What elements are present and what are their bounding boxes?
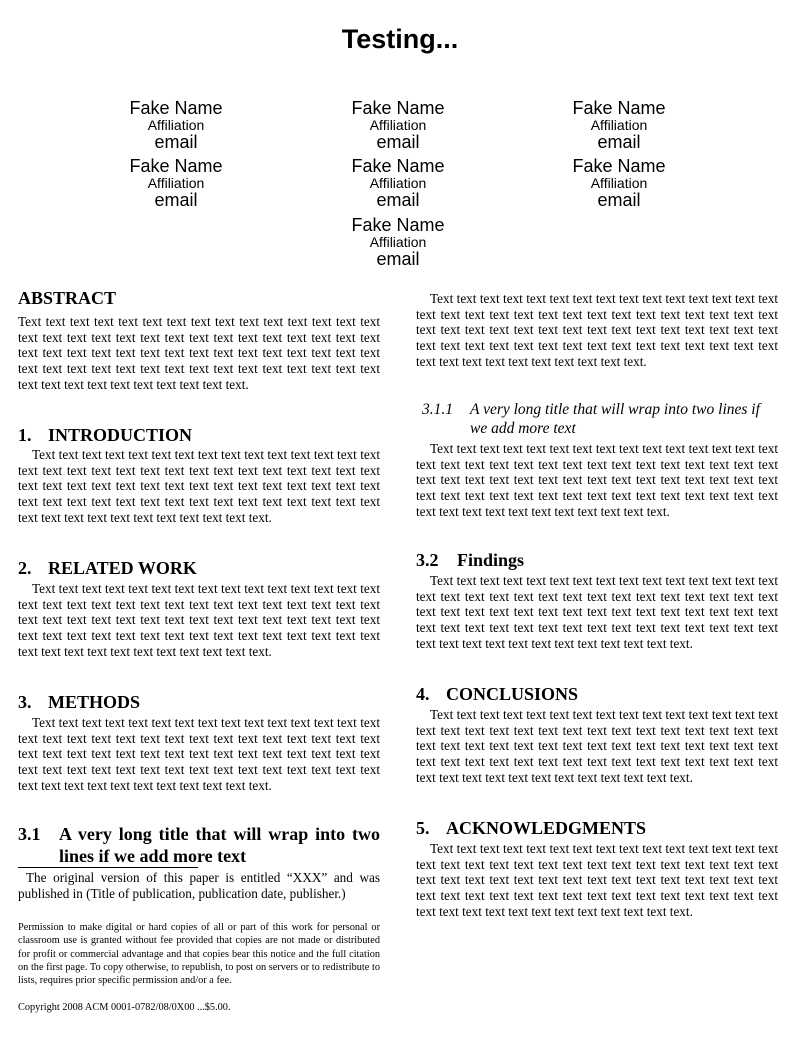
footnote-permission: Permission to make digital or hard copies of all or part of this work for personal or classroom use is granted without fee provided that copies are not made or distributed for profit or commercial advantage and that copies bear this notice and the full citation on the first page. To copy otherwise, to republish, to post on servers or to redistribute to lists, requires prior specific permission and/or a fee.	[18, 922, 380, 987]
subsection-number: 3.2	[416, 550, 439, 570]
author-email: email	[154, 132, 198, 152]
subsubsection-heading-3-1-1	[416, 400, 778, 438]
footnote-rule	[18, 867, 198, 868]
subsection-heading-3-2	[416, 550, 524, 571]
author-email: email	[376, 132, 420, 152]
section-heading-methods	[18, 692, 140, 713]
author-name: Fake Name	[572, 156, 666, 176]
author-block	[76, 158, 276, 209]
acknowledgments-text: Text text text text text text text text text text text text text text text text text text text text text text text text text text text text text text text text text text text text text text text text text text text text text text text text text text text text text text text text text text text text text text text text text text text text text text text text.	[416, 841, 778, 919]
author-name: Fake Name	[351, 156, 445, 176]
introduction-text: Text text text text text text text text text text text text text text text text text text text text text text text text text text text text text text text text text text text text text text text text text text text text text text text text text text text text text text text text text text text text text text text text text text text text text text text.	[18, 447, 380, 525]
section-title: ACKNOWLEDGMENTS	[446, 818, 647, 838]
author-email: email	[597, 132, 641, 152]
section-number: 2.	[18, 558, 32, 578]
author-affiliation: Affiliation	[369, 234, 427, 250]
subsection-title: Findings	[457, 550, 525, 570]
author-block	[76, 100, 276, 151]
author-affiliation: Affiliation	[590, 175, 648, 191]
author-email: email	[376, 249, 420, 269]
author-email: email	[597, 190, 641, 210]
author-block	[298, 217, 498, 268]
author-block	[519, 100, 719, 151]
section-number: 1.	[18, 425, 32, 445]
author-block	[298, 158, 498, 209]
section-number: 4.	[416, 684, 430, 704]
section-number: 3.	[18, 692, 32, 712]
section-heading-introduction	[18, 425, 192, 446]
author-affiliation: Affiliation	[147, 175, 205, 191]
author-name: Fake Name	[572, 98, 666, 118]
subsection-heading-3-1	[18, 823, 380, 867]
footnote-copyright: Copyright 2008 ACM 0001-0782/08/0X00 ...$5.00.	[18, 1002, 231, 1013]
section-title: CONCLUSIONS	[446, 684, 579, 704]
section-number: 5.	[416, 818, 430, 838]
author-block	[298, 100, 498, 151]
author-name: Fake Name	[351, 98, 445, 118]
paper-title: Testing...	[341, 24, 459, 54]
section-heading-conclusions	[416, 684, 578, 705]
author-email: email	[154, 190, 198, 210]
methods-text: Text text text text text text text text text text text text text text text text text text text text text text text text text text text text text text text text text text text text text text text text text text text text text text text text text text text text text text text text text text text text text text text text text text text text text text text.	[18, 715, 380, 793]
author-affiliation: Affiliation	[147, 117, 205, 133]
author-affiliation: Affiliation	[369, 117, 427, 133]
abstract-heading: ABSTRACT	[18, 288, 117, 308]
author-block	[519, 158, 719, 209]
author-email: email	[376, 190, 420, 210]
author-affiliation: Affiliation	[590, 117, 648, 133]
subsubsection-3-1-1-text: Text text text text text text text text text text text text text text text text text text text text text text text text text text text text text text text text text text text text text text text text text text text text text text text text text text text text text text text text text text text text text text text text text text text text text text text.	[416, 441, 778, 519]
section-title: INTRODUCTION	[48, 425, 193, 445]
author-name: Fake Name	[351, 215, 445, 235]
section-heading-related-work	[18, 558, 197, 579]
findings-text: Text text text text text text text text text text text text text text text text text text text text text text text text text text text text text text text text text text text text text text text text text text text text text text text text text text text text text text text text text text text text text text text text text text text text text text text text.	[416, 573, 778, 651]
section-title: METHODS	[48, 692, 141, 712]
subsection-3-1-text: Text text text text text text text text text text text text text text text text text text text text text text text text text text text text text text text text text text text text text text text text text text text text text text text text text text text text text text text text text text text text text text text text text text text text text text.	[416, 291, 778, 369]
abstract-text: Text text text text text text text text text text text text text text text text text text text text text text text text text text text text text text text text text text text text text text text text text text text text text text text text text text text text text text text text text text text text text text text text text text text text text text.	[18, 314, 380, 392]
footnote-original-version: The original version of this paper is entitled “XXX” and was published in (Title of publication, publication date, publisher.)	[18, 870, 380, 901]
related-work-text: Text text text text text text text text text text text text text text text text text text text text text text text text text text text text text text text text text text text text text text text text text text text text text text text text text text text text text text text text text text text text text text text text text text text text text text text.	[18, 581, 380, 659]
subsubsection-title: A very long title that will wrap into two lines if we add more text	[470, 401, 760, 437]
subsection-title: A very long title that will wrap into two lines if we add more text	[59, 824, 380, 866]
subsubsection-number: 3.1.1	[422, 401, 453, 418]
subsection-number: 3.1	[18, 824, 41, 844]
author-name: Fake Name	[129, 98, 223, 118]
conclusions-text: Text text text text text text text text text text text text text text text text text text text text text text text text text text text text text text text text text text text text text text text text text text text text text text text text text text text text text text text text text text text text text text text text text text text text text text text text.	[416, 707, 778, 785]
author-name: Fake Name	[129, 156, 223, 176]
section-title: RELATED WORK	[48, 558, 197, 578]
section-heading-acknowledgments	[416, 818, 646, 839]
author-affiliation: Affiliation	[369, 175, 427, 191]
